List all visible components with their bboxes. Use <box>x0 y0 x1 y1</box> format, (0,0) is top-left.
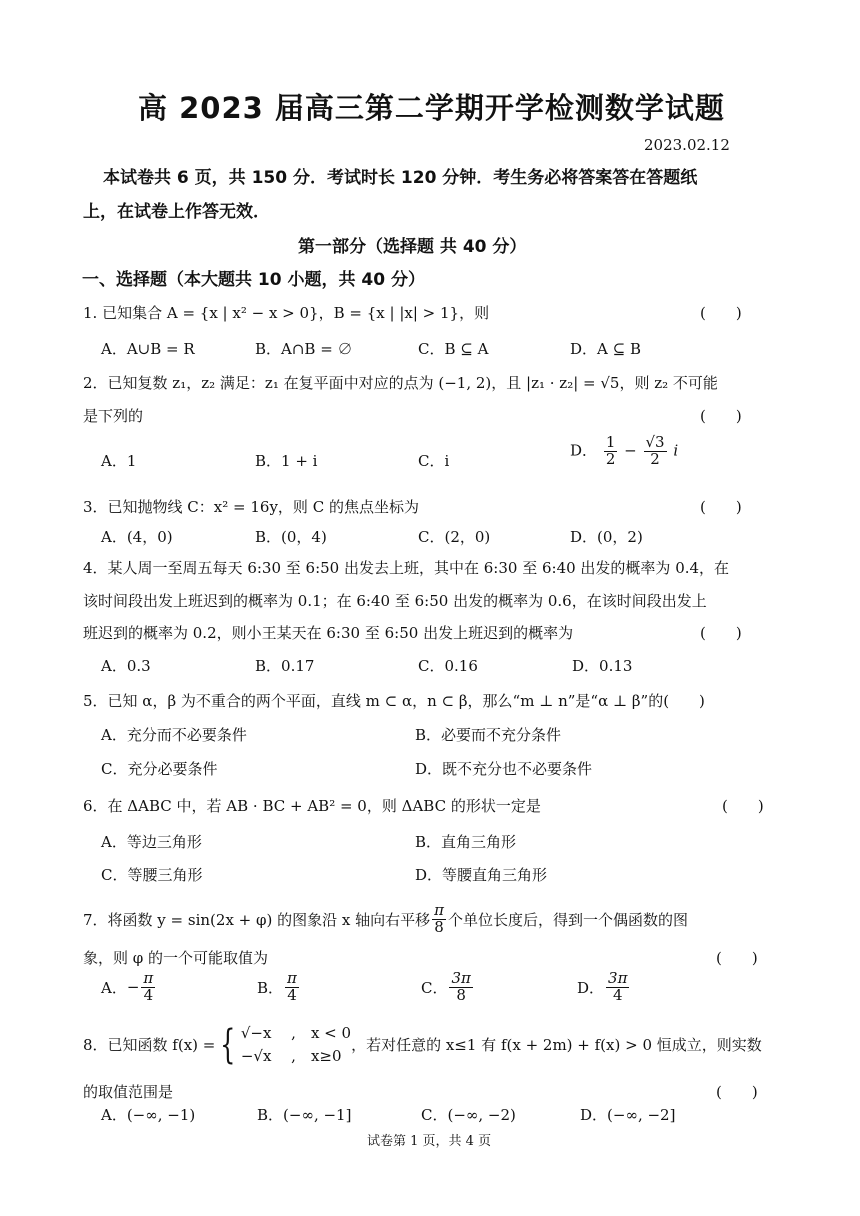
intro-line-1: 本试卷共 6 页，共 150 分．考试时长 120 分钟．考生务必将答案答在答题纸 <box>103 168 698 188</box>
q7-shift-frac <box>432 903 446 936</box>
q7-option-a <box>101 971 157 1004</box>
q7-option-d <box>577 971 631 1004</box>
q1-option-d: D．A ⊆ B <box>570 340 641 358</box>
q2-option-d-label: D． <box>570 441 598 460</box>
frac-den: 4 <box>287 985 297 1004</box>
q6-option-d: D．等腰直角三角形 <box>415 866 548 884</box>
minus-sign: − <box>624 441 637 460</box>
piecewise-cases <box>215 1022 351 1067</box>
option-frac <box>606 971 629 1004</box>
q3-option-c: C．(2，0) <box>418 528 491 546</box>
exam-date: 2023.02.12 <box>644 136 730 154</box>
frac-den: 2 <box>650 449 660 468</box>
q8-stem-2: 的取值范围是 <box>83 1083 174 1101</box>
q6-option-b: B．直角三角形 <box>415 833 517 851</box>
q7-stem-a: 7．将函数 y = sin(2x + φ) 的图象沿 x 轴向右平移 <box>83 910 431 929</box>
q7-stem-b: 个单位长度后，得到一个偶函数的图 <box>448 910 689 929</box>
q4-option-b: B．0.17 <box>255 657 315 675</box>
q2-option-a: A．1 <box>101 452 137 470</box>
case-row-2: −√x , x≥0 <box>240 1046 342 1065</box>
left-brace-icon: { <box>220 1021 236 1068</box>
q2-option-b: B．1 + i <box>255 452 318 470</box>
q7-option-c <box>421 971 475 1004</box>
q4-line-2: 该时间段出发上班迟到的概率为 0.1；在 6:40 至 6:50 出发的概率为 0.6，在该时间段出发上 <box>83 592 707 610</box>
frac-num: 3π <box>608 969 628 987</box>
option-label: B． <box>257 978 284 997</box>
q4-option-d: D．0.13 <box>572 657 633 675</box>
page-title: 高 2023 届高三第二学期开学检测数学试题 <box>138 91 725 125</box>
page-footer: 试卷第 1 页，共 4 页 <box>367 1134 492 1149</box>
q8-option-d: D．(−∞, −2] <box>580 1106 676 1124</box>
q8-option-b: B．(−∞, −1] <box>257 1106 352 1124</box>
q4-option-c: C．0.16 <box>418 657 478 675</box>
q6-answer-paren: ( ) <box>722 797 764 815</box>
q5-option-c: C．充分必要条件 <box>101 760 218 778</box>
frac-den: 4 <box>143 985 154 1004</box>
option-label: D． <box>577 978 605 997</box>
frac-num: π <box>287 969 297 987</box>
part-title: 第一部分（选择题 共 40 分） <box>298 237 527 257</box>
q1-option-a: A．A∪B = R <box>101 340 195 358</box>
q3-option-b: B．(0，4) <box>255 528 327 546</box>
q5-option-d: D．既不充分也不必要条件 <box>415 760 593 778</box>
q1-stem: 1. 已知集合 A = {x | x² − x > 0}，B = {x | |x| > 1}，则 <box>83 304 490 322</box>
q7-option-b <box>257 971 301 1004</box>
section-title: 一、选择题（本大题共 10 小题，共 40 分） <box>82 270 425 290</box>
q3-stem: 3．已知抛物线 C：x² = 16y，则 C 的焦点坐标为 <box>83 498 419 516</box>
q2-stem-2: 是下列的 <box>83 407 144 425</box>
imaginary-unit: i <box>673 441 679 460</box>
q7-stem <box>83 903 688 936</box>
q2-option-d-frac-1 <box>604 435 618 468</box>
case-row-1: √−x , x < 0 <box>240 1024 352 1042</box>
frac-den: 4 <box>612 985 623 1004</box>
q8-stem-b: ，若对任意的 x≤1 有 f(x + 2m) + f(x) > 0 恒成立，则实数 <box>351 1036 762 1054</box>
option-sign: − <box>126 978 140 997</box>
frac-den: 8 <box>456 985 466 1004</box>
q2-stem: 2．已知复数 z₁，z₂ 满足：z₁ 在复平面中对应的点为 (−1, 2)，且 |z₁ · z₂| = √5，则 z₂ 不可能 <box>83 374 718 392</box>
q2-option-c: C．i <box>418 452 450 470</box>
q8-option-c: C．(−∞, −2) <box>421 1106 516 1124</box>
frac-num: π <box>434 901 444 919</box>
q4-line-3: 班迟到的概率为 0.2，则小王某天在 6:30 至 6:50 出发上班迟到的概率为 <box>83 624 574 642</box>
q3-option-d: D．(0，2) <box>570 528 643 546</box>
q1-option-c: C．B ⊆ A <box>418 340 489 358</box>
option-frac <box>141 971 155 1004</box>
frac-den: 2 <box>605 449 616 468</box>
q2-option-d-frac-2 <box>644 435 667 468</box>
q6-stem: 6．在 ΔABC 中，若 AB · BC + AB² = 0，则 ΔABC 的形状一定是 <box>83 797 541 815</box>
q7-answer-paren: ( ) <box>716 949 758 967</box>
frac-num: 3π <box>451 969 471 987</box>
q8-answer-paren: ( ) <box>716 1083 758 1101</box>
q6-option-c: C．等腰三角形 <box>101 866 203 884</box>
q3-answer-paren: ( ) <box>700 498 742 516</box>
q2-answer-paren: ( ) <box>700 407 742 425</box>
q5-option-a: A．充分而不必要条件 <box>101 726 247 744</box>
q1-option-b: B．A∩B = ∅ <box>255 340 353 358</box>
q7-stem-2: 象，则 φ 的一个可能取值为 <box>83 949 269 967</box>
q4-option-a: A．0.3 <box>101 657 151 675</box>
option-label: A． <box>101 978 127 997</box>
q8-option-a: A．(−∞, −1) <box>101 1106 196 1124</box>
q4-answer-paren: ( ) <box>700 624 742 642</box>
frac-num: √3 <box>645 433 665 451</box>
frac-den: 8 <box>434 917 444 936</box>
option-frac <box>449 971 472 1004</box>
q5-option-b: B．必要而不充分条件 <box>415 726 562 744</box>
q8-stem <box>83 1022 762 1067</box>
option-label: C． <box>421 978 448 997</box>
q4-line-1: 4．某人周一至周五每天 6:30 至 6:50 出发去上班，其中在 6:30 至 6:40 出发的概率为 0.4，在 <box>83 559 730 577</box>
option-frac <box>285 971 299 1004</box>
q8-stem-a: 8．已知函数 f(x) = <box>83 1036 216 1054</box>
q6-option-a: A．等边三角形 <box>101 833 202 851</box>
q2-option-d <box>570 435 678 468</box>
frac-num: π <box>143 969 154 987</box>
intro-line-2: 上，在试卷上作答无效． <box>83 202 270 222</box>
q3-option-a: A．(4，0) <box>101 528 173 546</box>
q1-answer-paren: ( ) <box>700 304 742 322</box>
frac-num: 1 <box>605 433 616 451</box>
q5-stem: 5．已知 α，β 为不重合的两个平面，直线 m ⊂ α，n ⊂ β，那么“m ⊥ n”是“α ⊥ β”的( ) <box>83 692 705 710</box>
